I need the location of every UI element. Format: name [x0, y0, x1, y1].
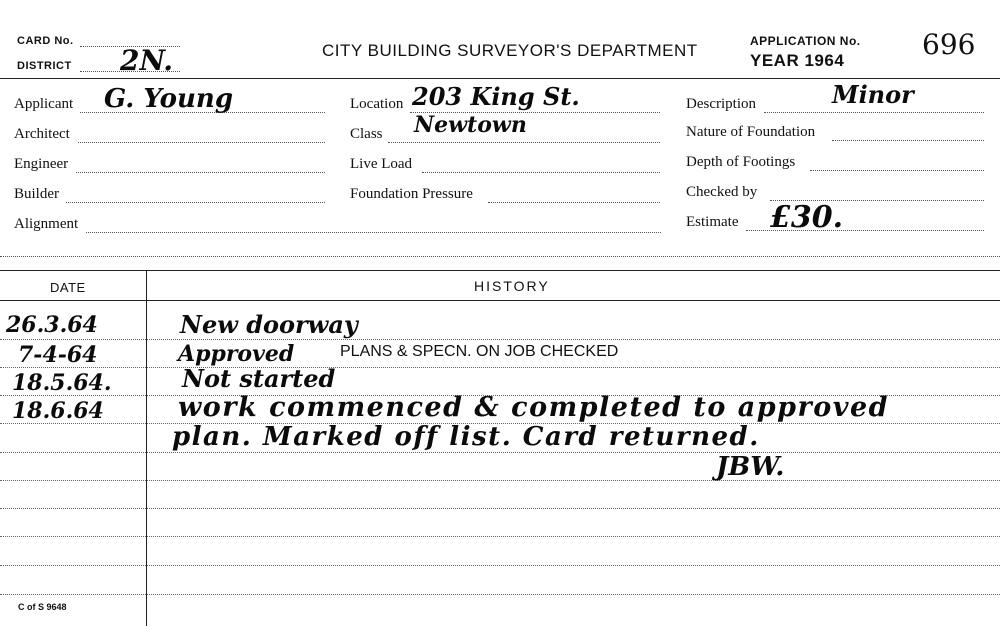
alignment-label: Alignment — [14, 216, 79, 232]
ruled-line — [0, 565, 1000, 566]
district-value: 2N. — [120, 44, 174, 77]
builder-line — [66, 202, 325, 203]
ruled-line — [0, 594, 1000, 595]
department-title: CITY BUILDING SURVEYOR'S DEPARTMENT — [322, 41, 698, 60]
description-line — [764, 112, 984, 113]
history-text: Approved — [178, 341, 295, 367]
estimate-value: £30. — [770, 200, 844, 235]
engineer-label: Engineer — [14, 156, 69, 172]
ruled-line — [0, 452, 1000, 453]
history-text: New doorway — [180, 310, 358, 339]
alignment-line — [86, 232, 661, 233]
description-value: Minor — [832, 80, 914, 109]
depth-of-footings-line — [810, 170, 984, 171]
date-header: DATE — [50, 280, 86, 295]
class-label: Class — [350, 126, 383, 142]
nature-of-foundation-line — [832, 140, 984, 141]
builder-label: Builder — [14, 186, 59, 202]
class-value: Newtown — [414, 112, 527, 138]
nature-of-foundation-label: Nature of Foundation — [686, 124, 816, 140]
foundation-pressure-label: Foundation Pressure — [350, 186, 473, 202]
ruled-line — [0, 536, 1000, 537]
history-text: Not started — [182, 364, 336, 393]
history-date: 26.3.64 — [6, 312, 98, 338]
location-label: Location — [350, 96, 404, 112]
history-header-border — [0, 300, 1000, 301]
date-column-divider — [146, 270, 147, 626]
applicant-label: Applicant — [14, 96, 74, 112]
foundation-pressure-line — [488, 202, 660, 203]
architect-label: Architect — [14, 126, 70, 142]
location-value: 203 King St. — [412, 82, 580, 111]
applicant-value: G. Young — [104, 84, 234, 114]
class-line — [388, 142, 660, 143]
ruled-line — [0, 480, 1000, 481]
architect-line — [78, 142, 325, 143]
history-top-border — [0, 270, 1000, 271]
ruled-line — [0, 367, 1000, 368]
description-label: Description — [686, 96, 756, 112]
fields-bottom-dotted — [0, 256, 1000, 257]
estimate-label: Estimate — [686, 214, 739, 230]
application-number: 696 — [922, 28, 976, 61]
history-continuation: plan. Marked off list. Card returned. — [172, 422, 760, 452]
ruled-line — [0, 508, 1000, 509]
header-divider — [0, 78, 1000, 79]
live-load-label: Live Load — [350, 156, 413, 172]
history-header: HISTORY — [474, 278, 550, 294]
district-label: DISTRICT — [17, 60, 72, 72]
history-date: 7-4-64 — [18, 342, 98, 368]
live-load-line — [422, 172, 660, 173]
engineer-line — [76, 172, 325, 173]
application-label: APPLICATION No. — [750, 34, 861, 48]
depth-of-footings-label: Depth of Footings — [686, 154, 796, 170]
form-code: C of S 9648 — [18, 602, 67, 612]
year-label: YEAR 1964 — [750, 51, 845, 70]
history-date: 18.5.64. — [12, 370, 112, 396]
history-date: 18.6.64 — [12, 398, 104, 424]
card-no-label: CARD No. — [17, 35, 74, 47]
checked-by-label: Checked by — [686, 184, 758, 200]
history-text: work commenced & completed to approved — [178, 392, 890, 423]
plans-checked-stamp: PLANS & SPECN. ON JOB CHECKED — [340, 343, 619, 360]
signature-initials: JBW. — [716, 452, 785, 482]
ruled-line — [0, 339, 1000, 340]
